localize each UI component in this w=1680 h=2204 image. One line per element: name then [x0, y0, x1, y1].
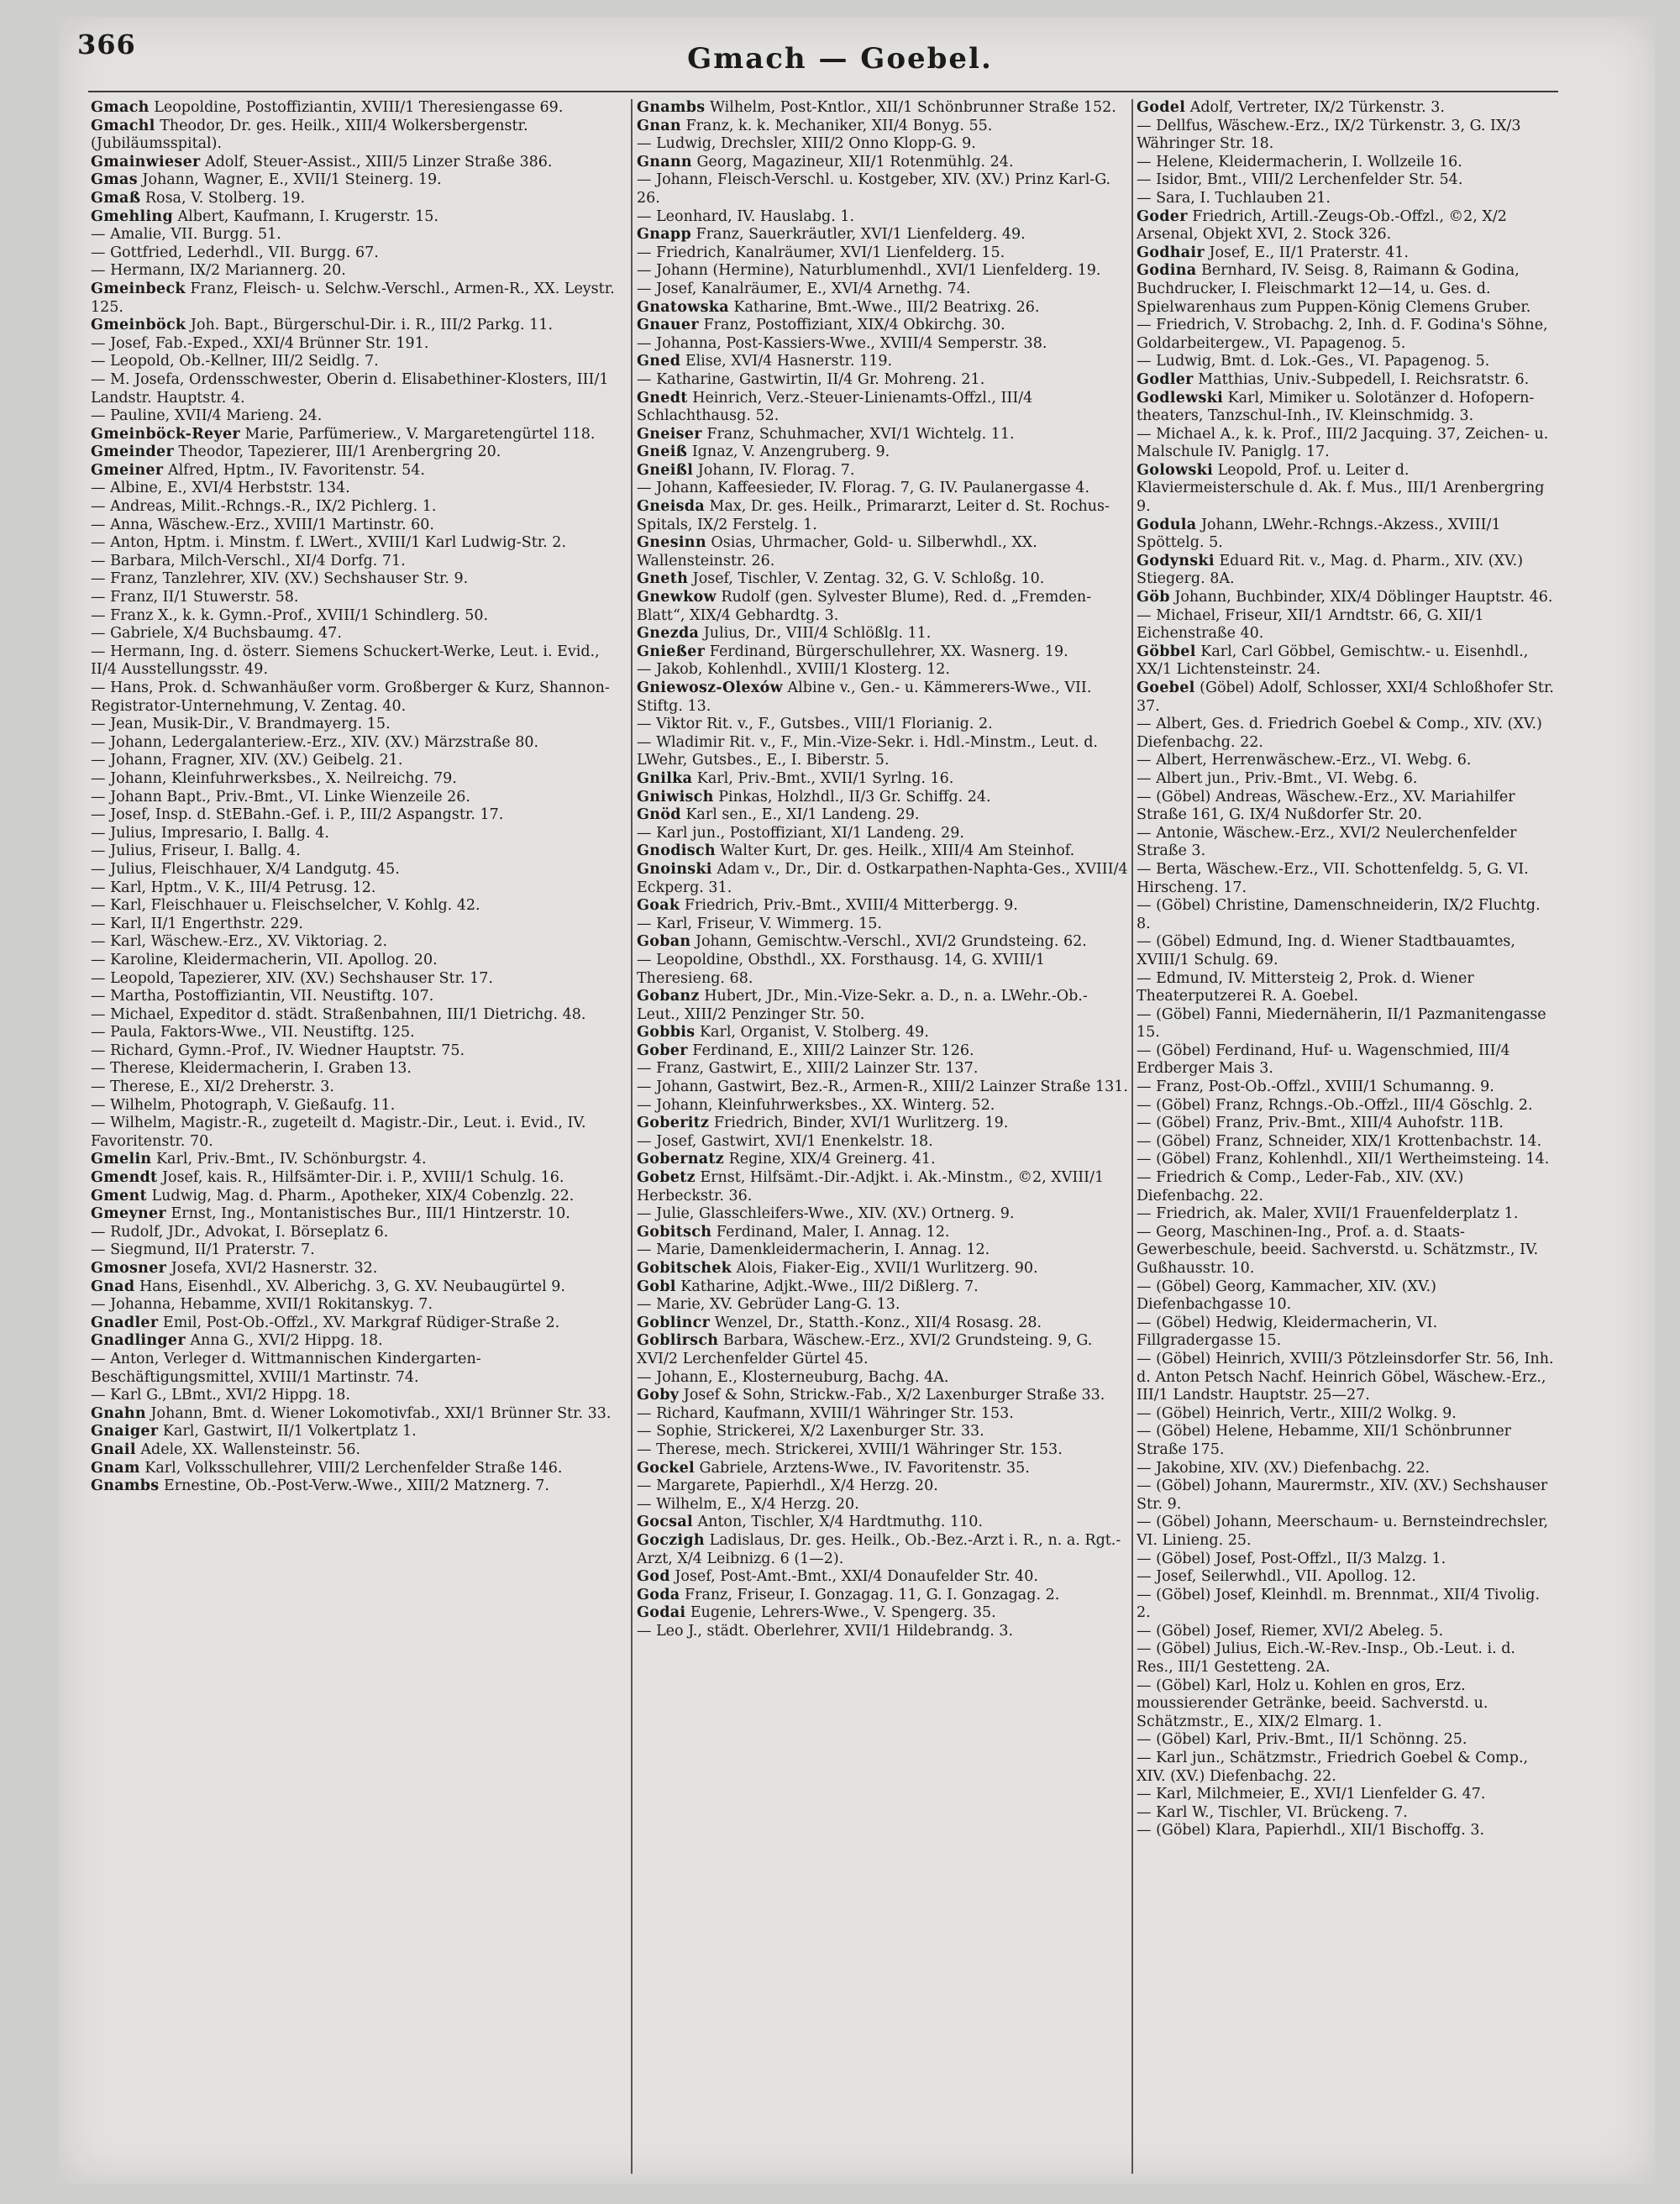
directory-entry: — Hermann, Ing. d. österr. Siemens Schuckert-Werke, Leut. i. Evid., II/4 Ausstellungsstr. 49.	[91, 643, 600, 679]
directory-entry: — (Göbel) Ferdinand, Huf- u. Wagenschmied, III/4 Erdberger Mais 3.	[1137, 1042, 1510, 1078]
directory-entry: — (Göbel) Klara, Papierhdl., XII/1 Bischoffg. 3.	[1137, 1822, 1485, 1839]
directory-entry: — Leonhard, IV. Hauslabg. 1.	[637, 207, 855, 225]
directory-entry: — Karl jun., Schätzmstr., Friedrich Goebel & Comp., XIV. (XV.) Diefenbachg. 22.	[1137, 1750, 1529, 1785]
directory-entry: — Johann, Fleisch-Verschl. u. Kostgeber, XIV. (XV.) Prinz Karl-G. 26.	[637, 171, 1111, 207]
directory-entry: — Wilhelm, Photograph, V. Gießaufg. 11.	[91, 1096, 396, 1114]
directory-entry: Göbbel Karl, Carl Göbbel, Gemischtw.- u. Eisenhdl., XX/1 Lichtensteinstr. 24.	[1137, 643, 1529, 679]
directory-entry: — (Göbel) Franz, Rchngs.-Ob.-Offzl., III/4 Göschlg. 2.	[1137, 1096, 1533, 1114]
directory-entry: — Albert, Herrenwäschew.-Erz., VI. Webg. 6.	[1137, 752, 1472, 769]
directory-entry: — (Göbel) Andreas, Wäschew.-Erz., XV. Mariahilfer Straße 161, G. IX/4 Nußdorfer Str. 20.	[1137, 788, 1515, 824]
directory-entry: — (Göbel) Johann, Maurermstr., XIV. (XV.) Sechshauser Str. 9.	[1137, 1477, 1548, 1513]
directory-entry: — Karl, Fleischhauer u. Fleischselcher, V. Kohlg. 42.	[91, 897, 480, 915]
directory-entry: Godel Adolf, Vertreter, IX/2 Türkenstr. 3.	[1137, 99, 1445, 116]
directory-entry: — Johann, Gastwirt, Bez.-R., Armen-R., XIII/2 Lainzer Straße 131.	[637, 1078, 1128, 1096]
directory-entry: — Julie, Glasschleifers-Wwe., XIV. (XV.) Ortnerg. 9.	[637, 1205, 1015, 1223]
directory-entry: Göb Johann, Buchbinder, XIX/4 Döblinger Hauptstr. 46.	[1137, 589, 1553, 606]
directory-entry: Godina Bernhard, IV. Seisg. 8, Raimann & Godina, Buchdrucker, I. Fleischmarkt 12—14, u. Ges. d. Spielwarenhaus zum Puppen-König Clemens Gruber.	[1137, 262, 1531, 316]
directory-entry: — Franz X., k. k. Gymn.-Prof., XVIII/1 Schindlerg. 50.	[91, 606, 489, 624]
directory-entry: — Friedrich, Kanalräumer, XVI/1 Lienfelderg. 15.	[637, 244, 1005, 261]
directory-entry: — Georg, Maschinen-Ing., Prof. a. d. Staats-Gewerbeschule, beeid. Sachverstd. u. Schätzmstr., IV. Gußhausstr. 10.	[1137, 1223, 1539, 1277]
directory-entry: Gnaiger Karl, Gastwirt, II/1 Volkertplatz 1.	[91, 1423, 417, 1440]
directory-entry: — Gottfried, Lederhdl., VII. Burgg. 67.	[91, 244, 379, 261]
directory-entry: — Berta, Wäschew.-Erz., VII. Schottenfeldg. 5, G. VI. Hirscheng. 17.	[1137, 860, 1529, 896]
directory-entry: Gneiser Franz, Schuhmacher, XVI/1 Wichtelg. 11.	[637, 425, 1015, 443]
directory-entry: — Wilhelm, E., X/4 Herzg. 20.	[637, 1495, 859, 1513]
directory-entry: Gnesinn Osias, Uhrmacher, Gold- u. Silberwhdl., XX. Wallensteinstr. 26.	[637, 534, 1037, 569]
directory-entry: — Therese, E., XI/2 Dreherstr. 3.	[91, 1078, 334, 1096]
directory-entry: Gmendt Josef, kais. R., Hilfsämter-Dir. i. P., XVIII/1 Schulg. 16.	[91, 1169, 564, 1187]
directory-entry: — Andreas, Milit.-Rchngs.-R., IX/2 Pichlerg. 1.	[91, 498, 437, 516]
directory-entry: — Karl, Wäschew.-Erz., XV. Viktoriag. 2.	[91, 933, 388, 951]
directory-entry: Gnezda Julius, Dr., VIII/4 Schlößlg. 11.	[637, 625, 932, 643]
directory-entry: Gniewosz-Olexów Albine v., Gen.- u. Kämmerers-Wwe., VII. Stiftg. 13.	[637, 680, 1092, 715]
directory-entry: — Michael A., k. k. Prof., III/2 Jacquing. 37, Zeichen- u. Malschule IV. Paniglg. 17.	[1137, 425, 1549, 461]
directory-entry: Gnambs Ernestine, Ob.-Post-Verw.-Wwe., XIII/2 Matznerg. 7.	[91, 1477, 549, 1495]
directory-entry: Gneisda Max, Dr. ges. Heilk., Primararzt, Leiter d. St. Rochus-Spitals, IX/2 Ferstelg. 1.	[637, 498, 1110, 533]
directory-column-2	[637, 99, 1128, 2174]
directory-entry: Gned Elise, XVI/4 Hasnerstr. 119.	[637, 353, 893, 370]
directory-entry: — Marie, Damenkleidermacherin, I. Annag. 12.	[637, 1241, 990, 1259]
directory-entry: — Martha, Postoffiziantin, VII. Neustiftg. 107.	[91, 988, 434, 1005]
directory-entry: — Rudolf, JDr., Advokat, I. Börseplatz 6.	[91, 1223, 389, 1241]
directory-entry: Gmeinböck Joh. Bapt., Bürgerschul-Dir. i. R., III/2 Parkg. 11.	[91, 317, 554, 334]
directory-entry: Gnewkow Rudolf (gen. Sylvester Blume), Red. d. „Fremden-Blatt“, XIX/4 Gebhardtg. 3.	[637, 589, 1092, 624]
directory-entry: — Katharine, Gastwirtin, II/4 Gr. Mohreng. 21.	[637, 370, 985, 388]
directory-entry: Gneth Josef, Tischler, V. Zentag. 32, G. V. Schloßg. 10.	[637, 570, 1045, 588]
directory-entry: — Johann Bapt., Priv.-Bmt., VI. Linke Wienzeile 26.	[91, 788, 470, 806]
directory-entry: Gnilka Karl, Priv.-Bmt., XVII/1 Syrlng. 16.	[637, 769, 954, 787]
page-number: 366	[77, 29, 136, 60]
directory-entry: Gment Ludwig, Mag. d. Pharm., Apotheker, XIX/4 Cobenzlg. 22.	[91, 1187, 575, 1204]
directory-entry: — Karoline, Kleidermacherin, VII. Apollog. 20.	[91, 951, 438, 968]
directory-entry: Gneißl Johann, IV. Florag. 7.	[637, 461, 855, 479]
directory-entry: — Johann, E., Klosterneuburg, Bachg. 4A.	[637, 1368, 949, 1386]
directory-entry: Gockel Gabriele, Arztens-Wwe., IV. Favoritenstr. 35.	[637, 1459, 1030, 1477]
directory-entry: Gnadler Emil, Post-Ob.-Offzl., XV. Markgraf Rüdiger-Straße 2.	[91, 1314, 560, 1331]
directory-entry: — (Göbel) Franz, Priv.-Bmt., XIII/4 Auhofstr. 11B.	[1137, 1115, 1504, 1132]
directory-entry: Gmeinbeck Franz, Fleisch- u. Selchw.-Verschl., Armen-R., XX. Leystr. 125.	[91, 280, 615, 316]
directory-entry: — Isidor, Bmt., VIII/2 Lerchenfelder Str. 54.	[1137, 171, 1463, 189]
directory-entry: Gnad Hans, Eisenhdl., XV. Alberichg. 3, G. XV. Neubaugürtel 9.	[91, 1278, 565, 1295]
directory-entry: Gnan Franz, k. k. Mechaniker, XII/4 Bonyg. 55.	[637, 117, 993, 134]
directory-entry: — Julius, Fleischhauer, X/4 Landgutg. 45.	[91, 860, 400, 878]
directory-entry: Gobetz Ernst, Hilfsämt.-Dir.-Adjkt. i. Ak.-Minstm., ©2, XVIII/1 Herbeckstr. 36.	[637, 1169, 1105, 1204]
directory-entry: Gobbis Karl, Organist, V. Stolberg. 49.	[637, 1024, 929, 1042]
directory-entry: — (Göbel) Hedwig, Kleidermacherin, VI. Fillgradergasse 15.	[1137, 1314, 1438, 1350]
directory-entry: — Edmund, IV. Mittersteig 2, Prok. d. Wiener Theaterputzerei R. A. Goebel.	[1137, 969, 1474, 1005]
directory-entry: — Jakobine, XIV. (XV.) Diefenbachg. 22.	[1137, 1459, 1431, 1477]
directory-entry: — Franz, Post-Ob.-Offzl., XVIII/1 Schumanng. 9.	[1137, 1078, 1494, 1096]
directory-entry: — Josef, Gastwirt, XVI/1 Enenkelstr. 18.	[637, 1132, 933, 1150]
directory-entry: — Helene, Kleidermacherin, I. Wollzeile 16.	[1137, 153, 1462, 171]
directory-entry: Gnauer Franz, Postoffiziant, XIX/4 Obkirchg. 30.	[637, 317, 1005, 334]
directory-entry: — Michael, Expeditor d. städt. Straßenbahnen, III/1 Dietrichg. 48.	[91, 1005, 586, 1023]
directory-entry: — Ludwig, Bmt. d. Lok.-Ges., VI. Papagenog. 5.	[1137, 353, 1490, 370]
directory-entry: Gnedt Heinrich, Verz.-Steuer-Linienamts-Offzl., III/4 Schlachthausg. 52.	[637, 389, 1033, 425]
directory-entry: Goda Franz, Friseur, I. Gonzagag. 11, G. I. Gonzagag. 2.	[637, 1586, 1060, 1603]
directory-entry: — (Göbel) Helene, Hebamme, XII/1 Schönbrunner Straße 175.	[1137, 1423, 1512, 1458]
directory-entry: Gmosner Josefa, XVI/2 Hasnerstr. 32.	[91, 1260, 378, 1277]
directory-entry: — Gabriele, X/4 Buchsbaumg. 47.	[91, 625, 342, 643]
directory-entry: Gobl Katharine, Adjkt.-Wwe., III/2 Dißlerg. 7.	[637, 1278, 979, 1295]
directory-entry: — Johanna, Post-Kassiers-Wwe., XVIII/4 Semperstr. 38.	[637, 334, 1047, 352]
directory-entry: Gmeinder Theodor, Tapezierer, III/1 Arenbergring 20.	[91, 443, 501, 461]
directory-entry: — Ludwig, Drechsler, XIII/2 Onno Klopp-G. 9.	[637, 135, 976, 153]
column-divider	[1131, 99, 1133, 2174]
directory-entry: Gobitschek Alois, Fiaker-Eig., XVII/1 Wurlitzerg. 90.	[637, 1260, 1038, 1277]
directory-entry: Gmainwieser Adolf, Steuer-Assist., XIII/5 Linzer Straße 386.	[91, 153, 553, 171]
directory-entry: — Johann, Fragner, XIV. (XV.) Geibelg. 21.	[91, 752, 403, 769]
directory-entry: Goczigh Ladislaus, Dr. ges. Heilk., Ob.-Bez.-Arzt i. R., n. a. Rgt.-Arzt, X/4 Leibnizg. 6 (1—2).	[637, 1531, 1121, 1567]
directory-entry: — Sophie, Strickerei, X/2 Laxenburger Str. 33.	[637, 1423, 984, 1440]
directory-entry: Gmeiner Alfred, Hptm., IV. Favoritenstr. 54.	[91, 461, 425, 479]
directory-entry: — (Göbel) Christine, Damenschneiderin, IX/2 Fluchtg. 8.	[1137, 897, 1541, 932]
directory-entry: — Leopoldine, Obsthdl., XX. Forsthausg. 14, G. XVIII/1 Theresieng. 68.	[637, 951, 1045, 987]
directory-entry: — Leopold, Ob.-Kellner, III/2 Seidlg. 7.	[91, 353, 379, 370]
directory-entry: — Josef, Seilerwhdl., VII. Apollog. 12.	[1137, 1568, 1416, 1586]
directory-entry: Gobanz Hubert, JDr., Min.-Vize-Sekr. a. D., n. a. LWehr.-Ob.-Leut., XIII/2 Penzinger Str. 50.	[637, 988, 1088, 1023]
directory-entry: — Friedrich, V. Strobachg. 2, Inh. d. F. Godina's Söhne, Goldarbeitergew., VI. Papagenog. 5.	[1137, 317, 1548, 352]
directory-entry: — Albert, Ges. d. Friedrich Goebel & Comp., XIV. (XV.) Diefenbachg. 22.	[1137, 716, 1542, 751]
directory-entry: — Michael, Friseur, XII/1 Arndtstr. 66, G. XII/1 Eichenstraße 40.	[1137, 606, 1484, 643]
directory-entry: — Johanna, Hebamme, XVII/1 Rokitanskyg. 7.	[91, 1296, 433, 1314]
directory-entry: — Richard, Gymn.-Prof., IV. Wiedner Hauptstr. 75.	[91, 1042, 465, 1059]
directory-entry: — Paula, Faktors-Wwe., VII. Neustiftg. 125.	[91, 1024, 415, 1042]
directory-entry: Gmehling Albert, Kaufmann, I. Krugerstr. 15.	[91, 207, 438, 225]
directory-entry: Godula Johann, LWehr.-Rchngs.-Akzess., XVIII/1 Spöttelg. 5.	[1137, 516, 1501, 552]
directory-entry: — Karl, Milchmeier, E., XVI/1 Lienfelder G. 47.	[1137, 1786, 1486, 1803]
directory-entry: — Karl jun., Postoffiziant, XI/1 Landeng. 29.	[637, 824, 964, 842]
directory-entry: — Johann, Kaffeesieder, IV. Florag. 7, G. IV. Paulanergasse 4.	[637, 480, 1090, 497]
directory-entry: Gnahn Johann, Bmt. d. Wiener Lokomotivfab., XXI/1 Brünner Str. 33.	[91, 1404, 612, 1422]
directory-entry: Goban Johann, Gemischtw.-Verschl., XVI/2 Grundsteing. 62.	[637, 933, 1087, 951]
directory-entry: — Antonie, Wäschew.-Erz., XVI/2 Neulerchenfelder Straße 3.	[1137, 824, 1517, 860]
directory-entry: Gocsal Anton, Tischler, X/4 Hardtmuthg. 110.	[637, 1514, 984, 1531]
header-rule	[88, 91, 1558, 92]
directory-entry: Gnoinski Adam v., Dr., Dir. d. Ostkarpathen-Naphta-Ges., XVIII/4 Eckperg. 31.	[637, 860, 1128, 896]
directory-entry: — Friedrich, ak. Maler, XVII/1 Frauenfelderplatz 1.	[1137, 1205, 1519, 1223]
directory-entry: Gmeyner Ernst, Ing., Montanistisches Bur., III/1 Hintzerstr. 10.	[91, 1205, 570, 1223]
directory-entry: Gobernatz Regine, XIX/4 Greinerg. 41.	[637, 1151, 936, 1168]
directory-entry: — Johann, Kleinfuhrwerksbes., XX. Winterg. 52.	[637, 1096, 995, 1114]
directory-entry: Gnam Karl, Volksschullehrer, VIII/2 Lerchenfelder Straße 146.	[91, 1459, 563, 1477]
directory-entry: Gnapp Franz, Sauerkräutler, XVI/1 Lienfelderg. 49.	[637, 226, 1026, 244]
directory-entry: Gniwisch Pinkas, Holzhdl., II/3 Gr. Schiffg. 24.	[637, 788, 991, 806]
directory-entry: — Franz, II/1 Stuwerstr. 58.	[91, 589, 299, 606]
directory-entry: — Friedrich & Comp., Leder-Fab., XIV. (XV.) Diefenbachg. 22.	[1137, 1169, 1464, 1204]
directory-entry: Godai Eugenie, Lehrers-Wwe., V. Spengerg. 35.	[637, 1604, 996, 1622]
directory-entry: — Pauline, XVII/4 Marieng. 24.	[91, 407, 323, 425]
directory-entry: — (Göbel) Franz, Schneider, XIX/1 Krottenbachstr. 14.	[1137, 1132, 1542, 1150]
directory-entry: Godler Matthias, Univ.-Subpedell, I. Reichsratstr. 6.	[1137, 370, 1530, 388]
directory-entry: — (Göbel) Franz, Kohlenhdl., XII/1 Wertheimsteing. 14.	[1137, 1151, 1550, 1168]
directory-entry: — Franz, Gastwirt, E., XIII/2 Lainzer Str. 137.	[637, 1060, 979, 1078]
directory-entry: — Albert jun., Priv.-Bmt., VI. Webg. 6.	[1137, 769, 1418, 787]
directory-entry: — Sara, I. Tuchlauben 21.	[1137, 189, 1331, 207]
directory-entry: — Wilhelm, Magistr.-R., zugeteilt d. Magistr.-Dir., Leut. i. Evid., IV. Favoritenstr. 70.	[91, 1115, 586, 1150]
directory-entry: — (Göbel) Fanni, Miedernäherin, II/1 Pazmanitengasse 15.	[1137, 1005, 1546, 1042]
directory-entry: — (Göbel) Julius, Eich.-W.-Rev.-Insp., Ob.-Leut. i. d. Res., III/1 Gestetteng. 2A.	[1137, 1640, 1515, 1677]
directory-entry: — (Göbel) Heinrich, XVIII/3 Pötzleinsdorfer Str. 56, Inh. d. Anton Petsch Nachf. Heinrich Göbel, Wäschew.-Erz., III/1 Landstr. Hauptstr. 25—27.	[1137, 1350, 1554, 1404]
directory-entry: Gmachl Theodor, Dr. ges. Heilk., XIII/4 Wolkersbergenstr. (Jubiläumsspital).	[91, 117, 528, 153]
directory-entry: — Anton, Hptm. i. Minstm. f. LWert., XVIII/1 Karl Ludwig-Str. 2.	[91, 534, 567, 552]
directory-entry: Goblincr Wenzel, Dr., Statth.-Konz., XII/4 Rosasg. 28.	[637, 1314, 1042, 1331]
directory-entry: Gmach Leopoldine, Postoffiziantin, XVIII/1 Theresiengasse 69.	[91, 99, 564, 116]
directory-entry: Golowski Leopold, Prof. u. Leiter d. Klaviermeisterschule d. Ak. f. Mus., III/1 Arenbergring 9.	[1137, 461, 1545, 516]
directory-entry: — Karl, II/1 Engerthstr. 229.	[91, 915, 303, 932]
directory-entry: — Hermann, IX/2 Mariannerg. 20.	[91, 262, 346, 280]
directory-entry: Gober Ferdinand, E., XIII/2 Lainzer Str. 126.	[637, 1042, 974, 1059]
directory-entry: — Dellfus, Wäschew.-Erz., IX/2 Türkenstr. 3, G. IX/3 Währinger Str. 18.	[1137, 117, 1521, 153]
directory-entry: — Hans, Prok. d. Schwanhäußer vorm. Großberger & Kurz, Shannon-Registrator-Unternehmung, V. Zentag. 40.	[91, 680, 610, 715]
directory-entry: — Siegmund, II/1 Praterstr. 7.	[91, 1241, 315, 1259]
directory-entry: — Karl G., LBmt., XVI/2 Hippg. 18.	[91, 1387, 350, 1404]
directory-column-3	[1137, 99, 1557, 2174]
directory-entry: — Julius, Friseur, I. Ballg. 4.	[91, 842, 301, 860]
directory-entry: — Anton, Verleger d. Wittmannischen Kindergarten-Beschäftigungsmittel, XVIII/1 Martinstr. 74.	[91, 1350, 481, 1386]
directory-entry: — Therese, Kleidermacherin, I. Graben 13.	[91, 1060, 412, 1078]
directory-entry: — (Göbel) Karl, Priv.-Bmt., II/1 Schönng. 25.	[1137, 1731, 1467, 1749]
directory-entry: Goak Friedrich, Priv.-Bmt., XVIII/4 Mitterbergg. 9.	[637, 897, 1018, 915]
directory-entry: Gnadlinger Anna G., XVI/2 Hippg. 18.	[91, 1332, 383, 1350]
directory-entry: — Franz, Tanzlehrer, XIV. (XV.) Sechshauser Str. 9.	[91, 570, 469, 588]
directory-entry: Gobitsch Ferdinand, Maler, I. Annag. 12.	[637, 1223, 950, 1241]
directory-entry: Godhair Josef, E., II/1 Praterstr. 41.	[1137, 244, 1409, 261]
directory-entry: Gnail Adele, XX. Wallensteinstr. 56.	[91, 1440, 361, 1458]
directory-column-1	[91, 99, 628, 2174]
directory-entry: — Marie, XV. Gebrüder Lang-G. 13.	[637, 1296, 900, 1314]
directory-entry: — Josef, Fab.-Exped., XXI/4 Brünner Str. 191.	[91, 334, 429, 352]
directory-entry: — Leopold, Tapezierer, XIV. (XV.) Sechshauser Str. 17.	[91, 969, 493, 987]
directory-entry: — Leo J., städt. Oberlehrer, XVII/1 Hildebrandg. 3.	[637, 1622, 1014, 1640]
directory-entry: — (Göbel) Josef, Kleinhdl. m. Brennmat., XII/4 Tivolig. 2.	[1137, 1586, 1541, 1622]
directory-entry: — M. Josefa, Ordensschwester, Oberin d. Elisabethiner-Klosters, III/1 Landstr. Hauptstr. 4.	[91, 370, 609, 407]
directory-entry: Gnatowska Katharine, Bmt.-Wwe., III/2 Beatrixg. 26.	[637, 298, 1040, 316]
directory-entry: — Margarete, Papierhdl., X/4 Herzg. 20.	[637, 1477, 938, 1495]
directory-entry: — Jakob, Kohlenhdl., XVIII/1 Klosterg. 12.	[637, 661, 950, 679]
directory-entry: Gmas Johann, Wagner, E., XVII/1 Steinerg. 19.	[91, 171, 442, 189]
directory-entry: — Anna, Wäschew.-Erz., XVIII/1 Martinstr. 60.	[91, 516, 434, 533]
directory-entry: — Karl, Hptm., V. K., III/4 Petrusg. 12.	[91, 879, 376, 896]
directory-entry: Goebel (Göbel) Adolf, Schlosser, XXI/4 Schloßhofer Str. 37.	[1137, 680, 1554, 715]
column-divider	[631, 99, 633, 2174]
directory-entry: Gmaß Rosa, V. Stolberg. 19.	[91, 189, 306, 207]
directory-entry: Gnann Georg, Magazineur, XII/1 Rotenmühlg. 24.	[637, 153, 1014, 171]
directory-entry: — Johann, Ledergalanteriew.-Erz., XIV. (XV.) Märzstraße 80.	[91, 733, 539, 751]
directory-entry: Gneiß Ignaz, V. Anzengruberg. 9.	[637, 443, 890, 461]
directory-entry: — Richard, Kaufmann, XVIII/1 Währinger Str. 153.	[637, 1404, 1014, 1422]
directory-entry: — Jean, Musik-Dir., V. Brandmayerg. 15.	[91, 716, 391, 733]
directory-entry: — (Göbel) Heinrich, Vertr., XIII/2 Wolkg. 9.	[1137, 1404, 1457, 1422]
directory-entry: Gmeinböck-Reyer Marie, Parfümeriew., V. Margaretengürtel 118.	[91, 425, 596, 443]
directory-entry: — (Göbel) Johann, Meerschaum- u. Bernsteindrechsler, VI. Linieng. 25.	[1137, 1514, 1549, 1549]
directory-entry: — Therese, mech. Strickerei, XVIII/1 Währinger Str. 153.	[637, 1440, 1063, 1458]
directory-entry: — Josef, Insp. d. StEBahn.-Gef. i. P., III/2 Aspangstr. 17.	[91, 806, 504, 824]
directory-entry: — Johann, Kleinfuhrwerksbes., X. Neilreichg. 79.	[91, 769, 457, 787]
directory-entry: — Karl, Friseur, V. Wimmerg. 15.	[637, 915, 882, 932]
directory-entry: — Johann (Hermine), Naturblumenhdl., XVI/1 Lienfelderg. 19.	[637, 262, 1101, 280]
directory-entry: — (Göbel) Georg, Kammacher, XIV. (XV.) Diefenbachgasse 10.	[1137, 1278, 1436, 1314]
directory-entry: Goberitz Friedrich, Binder, XVI/1 Wurlitzerg. 19.	[637, 1115, 1009, 1132]
directory-entry: Gnießer Ferdinand, Bürgerschullehrer, XX. Wasnerg. 19.	[637, 643, 1068, 660]
directory-entry: — Albine, E., XVI/4 Herbststr. 134.	[91, 480, 350, 497]
directory-entry: — (Göbel) Edmund, Ing. d. Wiener Stadtbauamtes, XVIII/1 Schulg. 69.	[1137, 933, 1515, 968]
directory-entry: Godlewski Karl, Mimiker u. Solotänzer d. Hofopern-theaters, Tanzschul-Inh., IV. Kleinschmidg. 3.	[1137, 389, 1535, 425]
directory-entry: — Wladimir Rit. v., F., Min.-Vize-Sekr. i. Hdl.-Minstm., Leut. d. LWehr, Gutsbes., E., I. Biberstr. 5.	[637, 733, 1098, 769]
directory-entry: Godynski Eduard Rit. v., Mag. d. Pharm., XIV. (XV.) Stiegerg. 8A.	[1137, 552, 1524, 588]
directory-entry: Goblirsch Barbara, Wäschew.-Erz., XVI/2 Grundsteing. 9, G. XVI/2 Lerchenfelder Gürtel 45.	[637, 1332, 1093, 1367]
directory-entry: — Amalie, VII. Burgg. 51.	[91, 226, 281, 244]
directory-entry: Goder Friedrich, Artill.-Zeugs-Ob.-Offzl., ©2, X/2 Arsenal, Objekt XVI, 2. Stock 326.	[1137, 207, 1507, 244]
directory-entry: Gnöd Karl sen., E., XI/1 Landeng. 29.	[637, 806, 920, 824]
directory-entry: Gnodisch Walter Kurt, Dr. ges. Heilk., XIII/4 Am Steinhof.	[637, 842, 1075, 860]
directory-entry: — (Göbel) Karl, Holz u. Kohlen en gros, Erz. moussierender Getränke, beeid. Sachverstd. u. Schätzmstr., E., XIX/2 Elmarg. 1.	[1137, 1677, 1488, 1730]
directory-entry: — Julius, Impresario, I. Ballg. 4.	[91, 824, 329, 842]
directory-entry: God Josef, Post-Amt.-Bmt., XXI/4 Donaufelder Str. 40.	[637, 1568, 1038, 1586]
running-head: Gmach — Goebel.	[687, 42, 993, 76]
directory-entry: Gmelin Karl, Priv.-Bmt., IV. Schönburgstr. 4.	[91, 1151, 427, 1168]
directory-entry: — (Göbel) Josef, Riemer, XVI/2 Abeleg. 5.	[1137, 1622, 1444, 1640]
directory-entry: — (Göbel) Josef, Post-Offzl., II/3 Malzg. 1.	[1137, 1550, 1446, 1567]
directory-entry: Goby Josef & Sohn, Strickw.-Fab., X/2 Laxenburger Straße 33.	[637, 1387, 1105, 1404]
directory-entry: — Josef, Kanalräumer, E., XVI/4 Arnethg. 74.	[637, 280, 971, 297]
directory-entry: — Viktor Rit. v., F., Gutsbes., VIII/1 Florianig. 2.	[637, 716, 993, 733]
directory-entry: — Karl W., Tischler, VI. Brückeng. 7.	[1137, 1803, 1408, 1821]
directory-entry: Gnambs Wilhelm, Post-Kntlor., XII/1 Schönbrunner Straße 152.	[637, 99, 1116, 116]
directory-entry: — Barbara, Milch-Verschl., XI/4 Dorfg. 71.	[91, 552, 406, 569]
